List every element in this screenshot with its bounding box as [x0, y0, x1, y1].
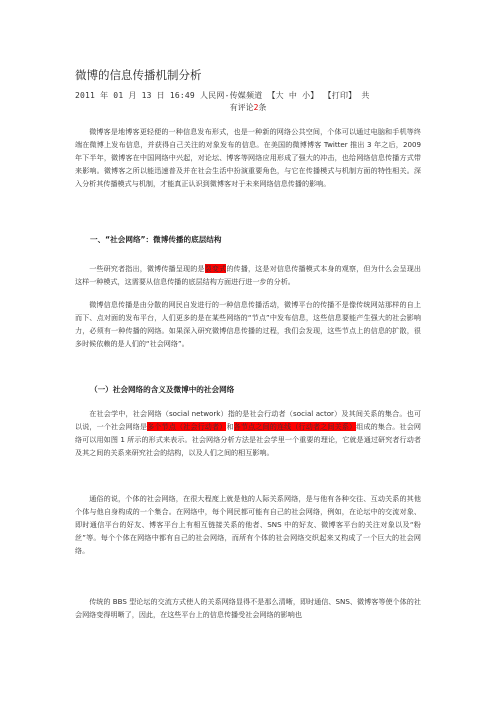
subsection1-paragraph-3: 传统的 BBS 型论坛的交流方式使人的关系网络显得不是那么清晰，即时通信、SNS、微博客等使个体的社会网络变得明晰了，因此，在这些平台上的信息传播受社会网络的影响也 — [75, 597, 421, 619]
comments-line — [75, 102, 421, 113]
subsection1-paragraph-2: 通俗的说，个体的社会网络，在很大程度上就是他的人际关系网络，是与他有各种交往、互动关系的其他个体与他自身构成的一个集合。在网络中，每个网民都可能有自己的社会网络，例如，在论坛中的交流对象、即时通信平台的好友、博客平台上有相互链接关系的他者、SNS 中的好友、微博客平台的关注对象以及“粉丝”等。每个个体在网络中都有自己的社会网络，而所有个体的社会网络交织起来又构成了一个巨大的社会网络。 — [75, 494, 421, 555]
publish-date: 2011 年 01 月 13 日 — [75, 91, 165, 100]
publish-time: 16:49 — [169, 91, 195, 100]
text: 组成的集合。社会网络可以用如图 1 所示的形式来表示。社会网络分析方法是社会学里一个重要的理论，它就是通过研究者行动者及其之间的关系来研究社会的结构，以及人们之间的相互影响。 — [75, 421, 422, 457]
comments-suffix: 条 — [258, 103, 267, 112]
highlight: 各节点之间的连线（行动者之间关系） — [233, 421, 357, 431]
comment-count-link[interactable]: 2 — [253, 103, 259, 112]
text: 在社会学中，社会网络（social network）指的是社会行动者（social actor）及其间关系的集合。也可以说，一个社会网络是 — [75, 409, 421, 431]
article-meta — [75, 90, 421, 101]
text: 的传播，这是对信息传播模式本身的观察，但为什么会呈现出这样一种模式，这需要从信息传播的底层结构方面进行进一步的分析。 — [75, 264, 422, 286]
comments-prefix: 共 — [361, 91, 370, 100]
highlight: 裂变式 — [204, 264, 227, 273]
text: 一些研究者指出，微博传播呈现的是 — [89, 264, 205, 273]
section1-paragraph-2: 微博信息传播是由分散的网民自发进行的一种信息传播活动，微博平台的传播不是像传统网站那样的自上而下、点对面的发布平台，人们更多的是在某些网络的“节点”中发布信息，这些信息要能产生强大的社会影响力，必须有一种传播的网络。如果深入研究微博信息传播的过程，我们会发现，这些节点上的信息的扩散，很多时候依赖的是人们的“社会网络”。 — [75, 300, 421, 348]
comments-label: 有评论 — [229, 103, 254, 112]
print-button[interactable]: 【打印】 — [323, 91, 357, 100]
subsection1-heading: （一）社会网络的含义及微博中的社会网络 — [90, 385, 235, 394]
article-source: 人民网-传媒频道 — [199, 91, 263, 100]
font-size-large-button[interactable]: 【大 — [267, 91, 284, 100]
subsection1-paragraph-1 — [75, 408, 421, 460]
highlight: 多个节点（社会行动者） — [147, 421, 227, 431]
article-title: 微博的信息传播机制分析 — [75, 68, 202, 82]
section1-paragraph-1 — [75, 263, 421, 289]
intro-paragraph: 微博客是地博客更轻便的一种信息发布形式，也是一种新的网络公共空间，个体可以通过电脑和手机等终端在微博上发布信息，并获得自己关注的对象发布的信息。在美国的微博博客 Twitter 推出 3 年之后，2009 年下半年，微博客在中国网络中兴起，对论坛、博客等网络应用形成了强大的冲击，也给网络信息传播方式带来影响。微博客之所以能迅速普及并在社会生活中扮演重要角色，与它在传播模式与机制方面的特性相关。深入分析其传播模式与机制，才能真正认识到微博客对于未来网络信息传播的影响。 — [75, 127, 421, 188]
font-size-medium-button[interactable]: 中 — [288, 91, 298, 100]
section1-heading: 一、“社会网络”：微博传播的底层结构 — [90, 235, 222, 244]
text: 和 — [226, 421, 234, 431]
font-size-small-button[interactable]: 小】 — [302, 91, 319, 100]
